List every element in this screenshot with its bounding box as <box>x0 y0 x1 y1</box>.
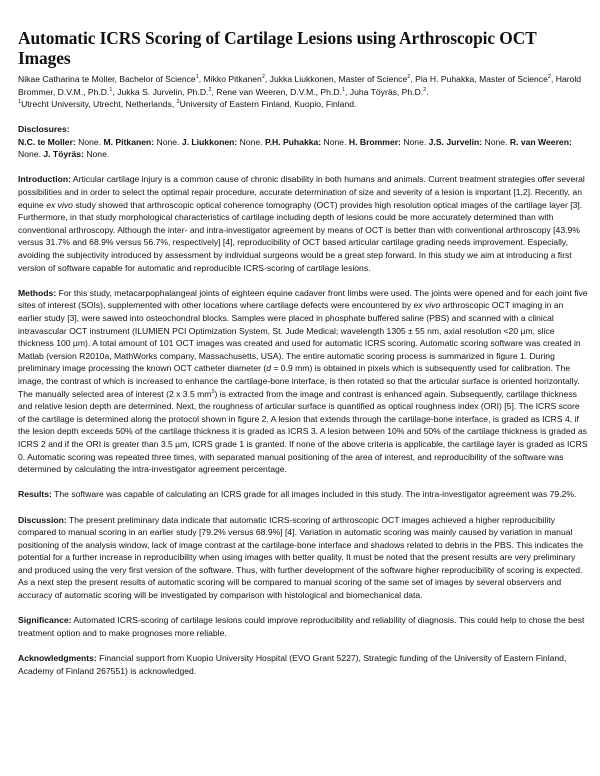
affiliations: $^1$Utrecht University, Utrecht, Netherlands, $^2$University of Eastern Finland, Kuopio, Finland. <box>18 99 357 109</box>
author: Harold Brommer, D.V.M., Ph.D.$^1$, <box>18 74 582 97</box>
acknowledgments-section: Acknowledgments: Financial support from Kuopio University Hospital (EVO Grant 5227), Strategic funding of the University of Eastern Finland, Academy of Finland 267551) is acknowledged. <box>18 653 567 676</box>
section-heading: Discussion: <box>18 514 67 525</box>
author-list <box>18 73 588 98</box>
author: Jukka Liukkonen, Master of Science$^2$, <box>269 74 416 84</box>
author: Nikae Catharina te Moller, Bachelor of Science$^1$, <box>18 74 204 84</box>
author: Jukka S. Jurvelin, Ph.D.$^2$, <box>117 86 217 97</box>
methods-section: Methods: For this study, metacarpophalangeal joints of eighteen equine cadaver front limbs were used. The joints were opened and for each joint five sites of interest (SOIs), supplemented with other locations where cartilage defects were encountered by ex vivo arthroscopic OCT imaging in an earlier study [3], were sawed into osteochondral blocks. Samples were placed in phosphate buffered saline (PBS) and scanned with a clinical intravascular OCT instrument (ILUMIEN PCI Optimization System, St. Jude Medical; wavelength 1305 ± 55 nm, axial resolution <20 µm, slice thickness 100 µm). A total amount of 101 OCT images was created and used for automatic ICRS scoring. Automatic scoring software was created in Matlab (version R2010a, MathWorks company, Massachusetts, USA). The entire automatic scoring process is summarized in figure 1. During preliminary image processing the known OCT catheter diameter (d = 0.9 mm) is obtained in pixels which is subsequently used for calibration. The image, the contrast of which is increased to enhance the cartilage-bone interface, is then rotated so that the articular surface is oriented horizontally. The manually selected area of interest (2 x 3.5 $mm^2$) is extracted from the image and contrast is enhanced again. Subsequently, cartilage thickness and relative lesion depth are determined. Next, the roughness of articular surface is quantified as optical roughness index (ORI) [5]. The ICRS score of the cartilage is determined along the protocol shown in figure 2. A lesion that extends through the cartilage-bone interface, is graded as ICRS 4, if the lesion depth exceeds 50% of the cartilage thickness it is graded as ICRS 3. A lesion between 10% and 50% of the cartilage thickness is graded as ICRS 2 and if the ORI is greater than 3.5 µm, ICRS grade 1 is granted. If none of the above criteria is applicable, the cartilage layer is graded as ICRS 0. Automatic scoring was repeated three times, with separated manual positioning of the area of interest, and reproducibility of the software was determined by calculating the intra-investigator agreement percentage. <box>18 287 588 475</box>
section-heading: Significance: <box>18 615 72 626</box>
section-heading: Introduction: <box>18 174 71 185</box>
results-section: Results: The software was capable of calculating an ICRS grade for all images included in this study. The intra-investigator agreement was 79.2%. <box>18 489 577 500</box>
disclosures-heading: Disclosures: <box>18 124 70 135</box>
author: Juha Töyräs, Ph.D.$^2$. <box>349 86 429 97</box>
introduction-section: Introduction: Articular cartilage injury is a common cause of chronic disability in both humans and animals. Current treatment strategies offer several possibilities and in order to select the optimal repair procedure, accurate determination of size and severity of a lesion is important [1,2]. Recently, an equine ex vivo study showed that arthroscopic optical coherence tomography (OCT) provides high resolution optical images of the cartilage layer [3]. Furthermore, in that study morphological characteristics of cartilage including depth of lesions could be more accurately determined than with conventional arthroscopy. Although the inter- and intra-investigator agreement by means of OCT is better than with conventional arthroscopy [43.9% versus 31.7% and 68.9% versus 56.7%, respectively] [4], reproducibility of OCT based articular cartilage grading needs improvement. Especially, avoiding the subjectivity introduced by assessment by individual surgeons would be a great step forward. In this study we aim at introducing a first version of software capable for automatic and reproducible ICRS-scoring of cartilage lesions. <box>18 174 585 273</box>
discussion-section: Discussion: The present preliminary data indicate that automatic ICRS-scoring of arthroscopic OCT images achieved a higher reproducibility compared to manual scoring in an earlier study [79.2% versus 68.9%] [4]. Variation in automatic scoring was mainly caused by variation in manual positioning of the analysis window, lack of image contrast at the cartilage-bone interface and shadows related to debris in the PBS. This indicates the potential for a further increase in reproducibility when using images with better quality. It must be noted that the present results are very preliminary and produced using the very first version of the software. Thus, with further development of the software higher reproducibility of scoring is expected. As a next step the present results of automatic scoring will be compared to manual scoring of the same set of images by several observers and accuracy of automatic scoring will be investigated by comparison with histological and biomechanical data. <box>18 514 583 601</box>
author: Rene van Weeren, D.V.M., Ph.D.$^1$, <box>216 86 350 97</box>
author: Pia H. Puhakka, Master of Science$^2$, <box>415 74 556 84</box>
section-heading: Results: <box>18 489 52 500</box>
abstract-page <box>18 28 588 677</box>
disclosures-section: N.C. te Moller: None. M. Pitkanen: None. J. Liukkonen: None. P.H. Puhakka: None. H. Brommer: None. J.S. Jurvelin: None. R. van Weeren: None. J. Töyräs: None. <box>18 136 572 160</box>
paper-title: Automatic ICRS Scoring of Cartilage Lesions using Arthroscopic OCT Images <box>18 28 537 68</box>
section-heading: Methods: <box>18 287 57 298</box>
section-heading: Acknowledgments: <box>18 653 97 664</box>
author: Mikko Pitkanen$^2$, <box>203 74 270 84</box>
significance-section: Significance: Automated ICRS-scoring of cartilage lesions could improve reproducibility and reliability of diagnosis. This could help to chose the best treatment option and to make prognoses more reliable. <box>18 615 585 638</box>
